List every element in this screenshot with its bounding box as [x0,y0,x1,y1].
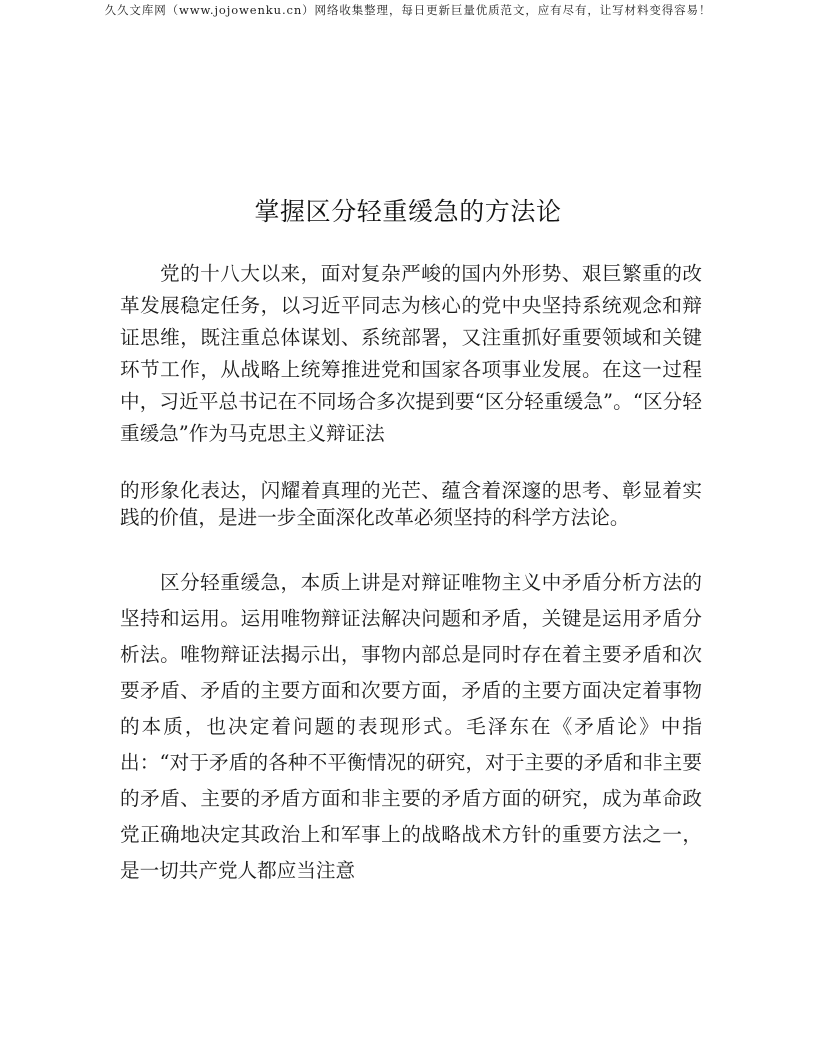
article-title: 掌握区分轻重缓急的方法论 [254,197,562,226]
site-header-banner: 久久文库网（www.jojowenku.cn）网络收集整理，每日更新巨量优质范文，应有尽有，让写材料变得容易！ [104,3,712,17]
article-paragraph-1: 党的十八大以来，面对复杂严峻的国内外形势、艰巨繁重的改革发展稳定任务，以习近平同志为核心的党中央坚持系统观念和辩证思维，既注重总体谋划、系统部署，又注重抓好重要领域和关键环节工作，从战略上统筹推进党和国家各项事业发展。在这一过程中，习近平总书记在不同场合多次提到要“区分轻重缓急”。“区分轻重缓急”作为马克思主义辩证法 [120,262,702,445]
article-paragraph-2: 区分轻重缓急，本质上讲是对辩证唯物主义中矛盾分析方法的坚持和运用。运用唯物辩证法解决问题和矛盾，关键是运用矛盾分析法。唯物辩证法揭示出，事物内部总是同时存在着主要矛盾和次要矛盾、矛盾的主要方面和次要方面，矛盾的主要方面决定着事物的本质，也决定着问题的表现形式。毛泽东在《矛盾论》中指出：“对于矛盾的各种不平衡情况的研究，对于主要的矛盾和非主要的矛盾、主要的矛盾方面和非主要的矛盾方面的研究，成为革命政党正确地决定其政治上和军事上的战略战术方针的重要方法之一，是一切共产党人都应当注意 [120,571,702,882]
article-paragraph-1-continued: 的形象化表达，闪耀着真理的光芒、蕴含着深邃的思考、彰显着实践的价值，是进一步全面深化改革必须坚持的科学方法论。 [120,479,702,529]
